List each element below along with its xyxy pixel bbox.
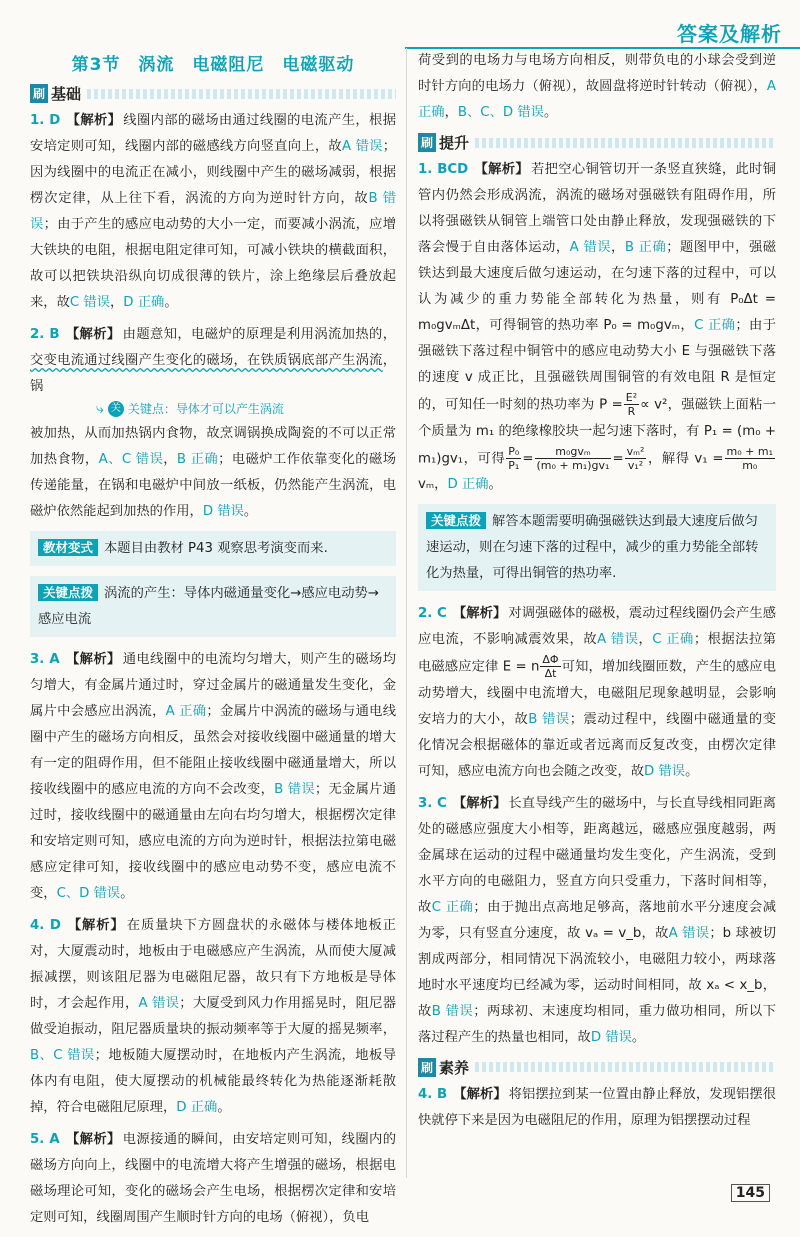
fraction [506, 445, 521, 472]
answer-text: ；金属片中涡流的磁场与通电线圈中产生的磁场方向相反，虽然会对接收线圈中磁通量的增大有一定的阻碍作用，但不能阻止接收线圈中磁通量增大，所以接收线圈中的感应电流的方向不会改变， [30, 704, 397, 797]
answer-text: 。 [120, 886, 134, 901]
option-verdict: A 正确 [418, 79, 776, 120]
answer-text: ；因为线圈中的电流正在减小，则线圈中产生的磁场减弱，根据楞次定律，从上往下看，涡流的方向为逆时针方向，故 [30, 139, 397, 206]
answer-text: ， [611, 240, 625, 255]
key-tip-box [418, 504, 776, 591]
option-verdict: A 错误 [569, 240, 612, 255]
answer-number: 1. D [30, 113, 61, 128]
fraction-denominator: Δt [544, 667, 557, 680]
section-name: 提升 [439, 134, 470, 152]
answer-text: ∝ v²，强磁铁上面粘一个质量为 m₁ 的绝缘橡胶块一起匀速下落时，有 P₁ = (m₀ + m₁)gv₁，可得 [418, 397, 776, 466]
section-name: 素养 [439, 1058, 470, 1077]
answer-3-tisheng [418, 791, 776, 1051]
answer-text: 。 [488, 477, 502, 492]
answer-text: ， [163, 452, 177, 467]
answer-text: 在质量块下方圆盘状的永磁体与楼体地板正对，大厦震动时，地板由于电磁感应产生涡流，从而使大厦减振减摆，则该阻尼器为电磁阻尼器，故只有下方地板是导体时，才会起作用， [30, 918, 396, 1011]
section-rule [475, 1062, 776, 1072]
option-verdict: B 正确 [176, 452, 219, 467]
answer-text: 被加热，从而加热锅内食物，故烹调锅换成陶瓷的不可以正常加热食物， [30, 426, 396, 467]
answer-text: ， [444, 105, 458, 120]
box-tag: 关键点拨 [426, 512, 486, 529]
option-verdict: C、D 错误 [56, 886, 121, 901]
answer-text: 电源接通的瞬间，由安培定则可知，线圈内的磁场方向向上，线圈中的电流增大将产生增强的磁场，根据电磁场理论可知，变化的磁场会产生电场，根据楞次定律和安培定则可知，线圈周围产生顺时针方向的电场（俯视），负电 [30, 1132, 396, 1225]
fraction-denominator: m₀ [742, 458, 758, 472]
box-tag: 教材变式 [38, 539, 98, 556]
answer-text: ；b 球被切割成两部分，相同情况下涡流较小，电磁阻力较小，两球落地时水平速度均已经减为零，运动时间相同，故 xₐ < x_b，故 [418, 925, 777, 1019]
answer-text: 线圈内部的磁场由通过线圈的电流产生，根据安培定则可知，线圈内部的磁感线方向竖直向上，故 [30, 113, 396, 154]
option-verdict: A、C 错误 [98, 452, 164, 467]
wavy-underlined-text: 交变电流通过线圈产生变化的磁场，在铁质锅底部产生涡流 [30, 353, 383, 368]
section-header-jichu [30, 83, 396, 104]
left-column [30, 48, 396, 1237]
answer-text: 。 [243, 504, 258, 519]
box-text: 本题目由教材 P43 观察思考演变而来. [104, 541, 328, 556]
answer-number: 4. B [418, 1086, 448, 1102]
answer-text: 对调强磁体的磁极，震动过程线圈仍会产生感应电流，不影响减震效果，故 [418, 606, 776, 647]
option-verdict: D 错误 [590, 1029, 632, 1045]
section-rule [87, 89, 396, 99]
fraction-numerator: ΔΦ [542, 653, 559, 666]
note-text: 关键点：导体才可以产生涡流 [127, 402, 284, 416]
section-title: 第3节 涡流 电磁阻尼 电磁驱动 [71, 55, 355, 75]
fraction [625, 445, 647, 472]
answer-text: ；两球初、末速度均相同，重力做功相同，所以下落过程产生的热量也相同，故 [418, 1003, 777, 1045]
option-verdict: A 正确 [165, 704, 207, 719]
answer-number: 2. B [30, 327, 60, 342]
answer-text: 若把空心铜管切开一条竖直狭缝，此时铜管内仍然会形成涡流，涡流的磁场对强磁铁有阻碍作用，所以将强磁铁从铜管上端管口处由静止释放，发现强磁铁的下落会慢于自由落体运动， [418, 162, 777, 255]
fraction-denominator: P₁ [508, 458, 520, 472]
answer-number: 5. A [30, 1132, 60, 1147]
section-badge: 刷 [418, 1058, 436, 1077]
option-verdict: D 错误 [644, 763, 686, 779]
answer-text: ；无金属片通过时，接收线圈中的磁通量由左向右均匀增大，根据楞次定律和安培定则可知，感应电流的方向为逆时针，根据法拉第电磁感应定律可知，接收线圈中的感应电动势不变，感应电流不变， [30, 782, 397, 901]
answer-4-suyang [418, 1082, 776, 1134]
option-verdict: B 错误 [30, 191, 397, 232]
section-badge: 刷 [418, 133, 436, 152]
answer-text: 由题意知，电磁炉的原理是利用涡流加热的， [122, 327, 397, 342]
answer-text: vₘ， [418, 477, 448, 492]
option-verdict: C 正确 [694, 318, 736, 333]
fraction-denominator: R [627, 405, 636, 418]
page-number: 145 [731, 1184, 770, 1202]
answer-text: 。 [543, 105, 558, 120]
answer-text: 。 [164, 295, 178, 310]
curved-arrow-icon: ⤷ [96, 400, 104, 417]
fraction [540, 653, 560, 680]
section-header-suyang [418, 1057, 776, 1078]
section-badge: 刷 [30, 84, 48, 103]
answer-2 [30, 322, 396, 400]
answer-number: 2. C [418, 606, 447, 621]
section-name: 基础 [51, 85, 82, 103]
option-verdict: A 错误 [341, 139, 383, 154]
answer-text: 。 [685, 763, 699, 779]
answer-number: 1. BCD [418, 162, 469, 177]
answer-3 [30, 647, 396, 907]
answer-text: ， [638, 632, 653, 647]
answer-text: 。 [217, 1100, 231, 1115]
answer-text: ；由于强磁铁下落过程中铜管中的感应电动势大小 E 与强磁铁下落的速度 v 成正比，且强磁铁周围铜管的有效电阻 R 是恒定的，可知任一时刻的热功率为 P = [418, 318, 777, 413]
option-verdict: D 正确 [123, 295, 165, 310]
box-tag: 关键点拨 [38, 584, 98, 601]
jiexi-label: 【解析】 [452, 795, 507, 811]
answer-text: ，锅 [30, 353, 396, 394]
answer-text: 荷受到的电场力与电场方向相反，则带负电的小球会受到逆时针方向的电场力（俯视），故圆盘将逆时针转动（俯视）， [418, 53, 776, 94]
jiexi-label: 【解析】 [474, 162, 530, 177]
option-verdict: A 错误 [668, 925, 710, 941]
answer-text: ；电磁炉工作依靠变化的磁场传递能量，在锅和电磁炉中间放一纸板，仍然能产生涡流，电磁炉依然能起到加热的作用， [30, 452, 397, 519]
answer-text: 通电线圈中的电流均匀增大，则产生的磁场均匀增大，有金属片通过时，穿过金属片的磁通量发生变化，金属片中会感应出涡流， [30, 652, 396, 719]
jiexi-label: 【解析】 [453, 1086, 507, 1102]
answer-1-tisheng [418, 157, 776, 498]
option-verdict: C 错误 [69, 295, 110, 310]
fraction [624, 391, 639, 418]
answer-text: ；大厦受到风力作用摇晃时，阻尼器做受迫振动，阻尼器质量块的振动频率等于大厦的摇晃频率， [30, 996, 397, 1037]
answer-text: ；题图甲中，强磁铁达到最大速度后做匀速运动，在匀速下落的过程中，可以认为减少的重力势能全部转化为热量，则有 P₀Δt = m₀gvₘΔt，可得铜管的热功率 P₀ = m₀gvₘ， [418, 240, 777, 333]
answer-2-tisheng [418, 601, 776, 785]
option-verdict: C 正确 [652, 632, 694, 647]
jiexi-label: 【解析】 [65, 652, 121, 667]
fraction-denominator: v₁² [627, 458, 644, 472]
column-divider [406, 48, 407, 1178]
key-icon: 关 [108, 401, 124, 417]
fraction-numerator: m₀ + m₁ [726, 444, 773, 458]
option-verdict: B 错误 [528, 711, 570, 727]
option-verdict: C 正确 [431, 899, 474, 915]
option-verdict: A 错误 [138, 996, 180, 1011]
fraction [725, 445, 775, 472]
jiexi-label: 【解析】 [65, 327, 121, 342]
option-verdict: D 正确 [176, 1100, 218, 1115]
answer-text: ；由于产生的感应电动势的大小一定，而要减小涡流，应增大铁块的电阻，根据电阻定律可知，可减小铁块的横截面积，故可以把铁块沿纵向切成很薄的铁片，涂上绝缘层后叠放起来，故 [30, 217, 397, 310]
jiexi-label: 【解析】 [66, 918, 125, 933]
answer-text: 。 [631, 1029, 646, 1045]
option-verdict: B、C、D 错误 [457, 105, 544, 120]
answer-number: 3. A [30, 652, 60, 667]
answer-5 [30, 1127, 396, 1231]
right-column [418, 48, 776, 1140]
answer-5-continued [418, 48, 776, 126]
key-tip-box [30, 576, 396, 637]
answer-text: 可知，增加线圈匝数，产生的感应电动势增大，线圈中电流增大，电磁阻尼现象越明显，会影响安培力的大小，故 [418, 659, 777, 727]
option-verdict: B 错误 [274, 782, 315, 797]
section-header-tisheng [418, 132, 776, 153]
answer-text: ， [110, 295, 124, 310]
fraction [535, 445, 612, 472]
option-verdict: B 错误 [431, 1003, 474, 1019]
box-text: 涡流的产生：导体内磁通量变化→感应电动势→感应电流 [38, 586, 379, 627]
header-title: 答案及解析 [677, 22, 782, 46]
answer-text: ；震动过程中，线圈中磁通量的变化情况会根据磁体的靠近或者远离而反复改变，由楞次定律可知，感应电流方向也会随之改变，故 [418, 711, 777, 779]
answer-text: = [522, 451, 534, 466]
textbook-variant-box [30, 531, 396, 566]
fraction-numerator: vₘ² [626, 444, 645, 458]
answer-4 [30, 913, 396, 1121]
answer-1 [30, 108, 396, 316]
answer-text: = [612, 451, 624, 466]
jiexi-label: 【解析】 [65, 1132, 121, 1147]
fraction-denominator: (m₀ + m₁)gv₁ [536, 458, 610, 472]
option-verdict: B、C 错误 [30, 1048, 95, 1063]
answer-number: 4. D [30, 918, 61, 933]
answer-text: 长直导线产生的磁场中，与长直导线相同距离处的磁感应强度大小相等，距离越远，磁感应强度越弱，两金属球在运动的过程中磁通量均发生变化，产生涡流，受到水平方向的电磁阻力，竖直方向只受重力，下落时间相等，故 [418, 795, 776, 915]
answer-text: ；根据法拉第电磁感应定律 E = n [418, 632, 777, 675]
fraction-numerator: P₀ [508, 444, 520, 458]
fraction-numerator: m₀gvₘ [535, 445, 612, 459]
option-verdict: D 错误 [202, 504, 244, 519]
answer-number: 3. C [418, 795, 447, 811]
answer-text: ；地板随大厦摆动时，在地板内产生涡流，地板导体内有电阻，使大厦摆动的机械能最终转化为热能逐渐耗散掉，符合电磁阻尼原理， [30, 1048, 397, 1115]
answer-text: ；由于抛出点高地足够高，落地前水平分速度会减为零，只有竖直分速度，故 vₐ = v_b，故 [418, 899, 777, 941]
jiexi-label: 【解析】 [66, 113, 122, 128]
key-point-note [96, 400, 396, 417]
answer-2-continued [30, 421, 396, 525]
box-text: 解答本题需要明确强磁铁达到最大速度后做匀速运动，则在匀速下落的过程中，减少的重力势能全部转化为热量，可得出铜管的热功率. [426, 514, 759, 581]
answer-text: ，解得 v₁ = [647, 451, 724, 466]
section-rule [475, 138, 776, 148]
option-verdict: B 正确 [624, 240, 667, 255]
answer-text: 将铝摆拉到某一位置由静止释放，发现铝摆很快就停下来是因为电磁阻尼的作用，原理为铝摆摆动过程 [418, 1086, 776, 1128]
jiexi-label: 【解析】 [452, 606, 507, 621]
option-verdict: A 错误 [597, 632, 639, 647]
fraction-numerator: E² [625, 391, 638, 404]
option-verdict: D 正确 [447, 477, 489, 492]
